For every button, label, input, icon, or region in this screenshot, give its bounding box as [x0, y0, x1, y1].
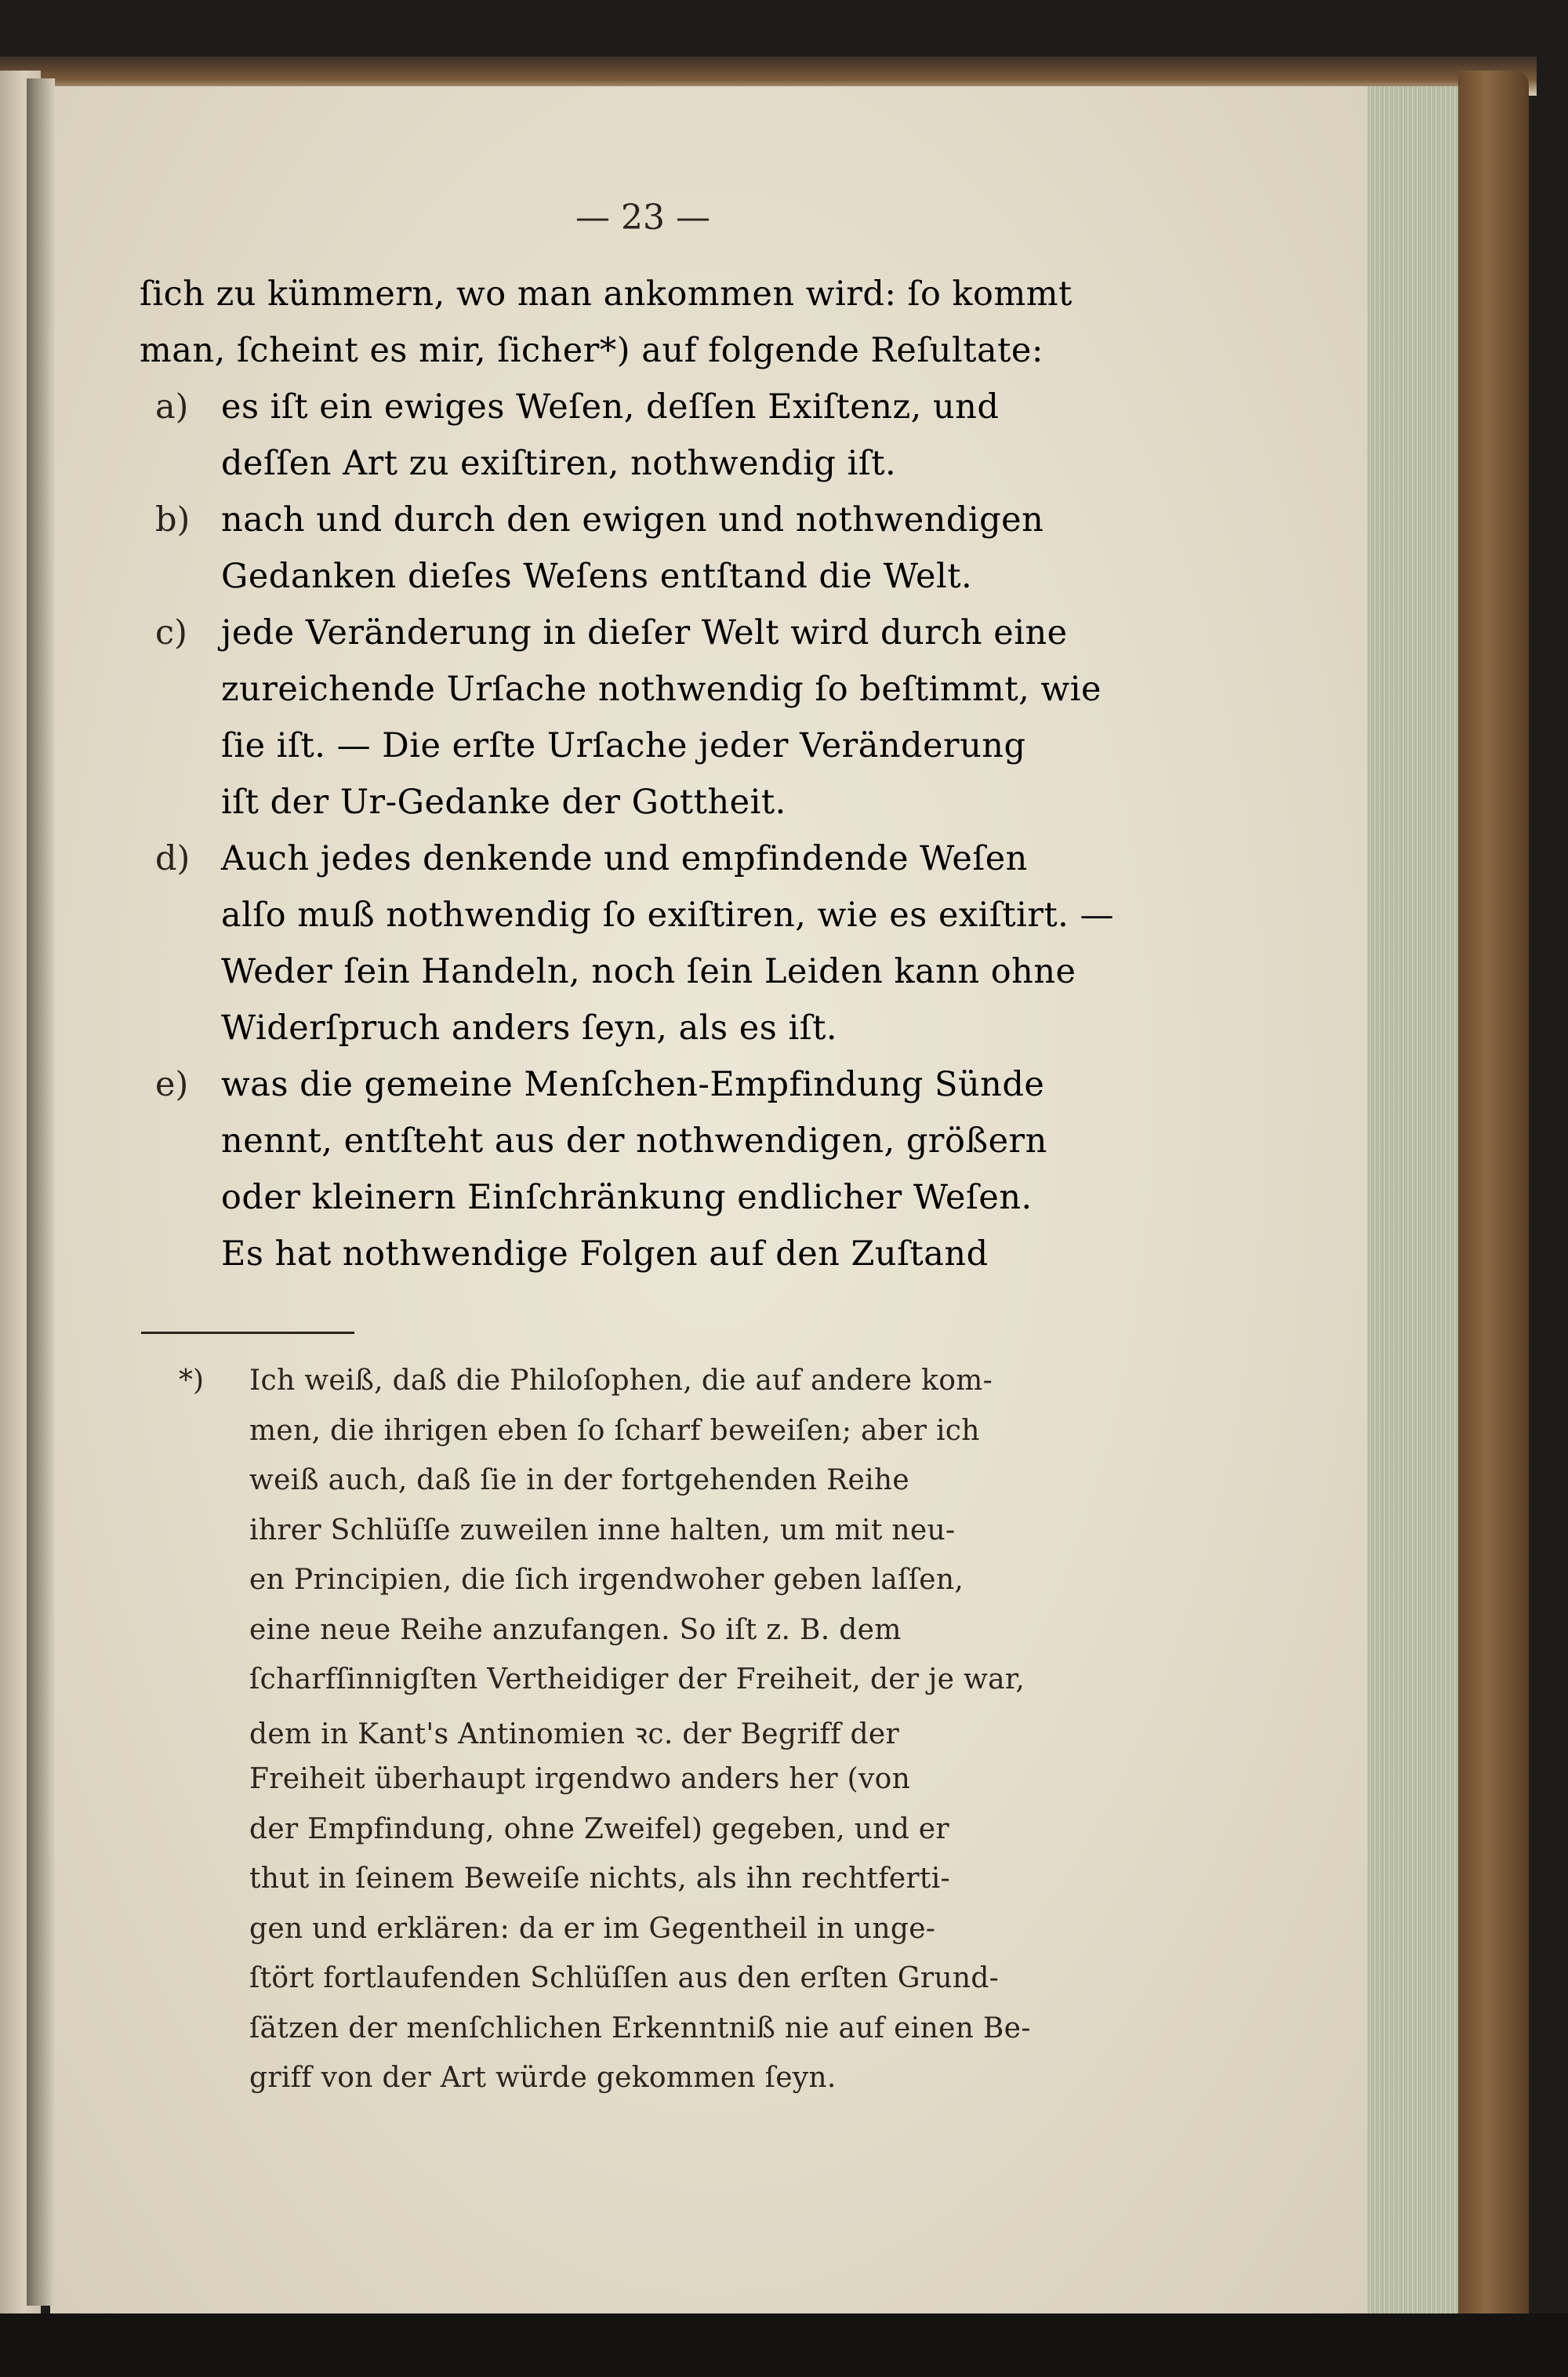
footnote-line: Ich weiß, daß die Philoſophen, die auf andere kom- — [249, 1365, 993, 1397]
list-item-label: c) — [155, 613, 187, 652]
list-item-label: e) — [155, 1065, 189, 1104]
list-item-line: Es hat nothwendige Folgen auf den Zuſtand — [221, 1234, 989, 1274]
background-shadow — [0, 2313, 1568, 2377]
footnote-line: eine neue Reihe anzufangen. So iſt z. B. dem — [249, 1613, 902, 1646]
list-item-line: nach und durch den ewigen und nothwendigen — [221, 500, 1044, 540]
list-item-line: zureichende Urſache nothwendig ſo beſtimmt, wie — [221, 670, 1102, 709]
footnote-mark: *) — [179, 1365, 205, 1397]
footnote-rule — [141, 1332, 354, 1334]
list-item-label: b) — [155, 500, 191, 540]
list-item-label: d) — [155, 839, 191, 878]
footnote-line: en Principien, die ſich irgendwoher geben laſſen, — [249, 1564, 964, 1596]
list-item-line: Weder ſein Handeln, noch ſein Leiden kann ohne — [221, 952, 1076, 991]
list-item-line: jede Veränderung in dieſer Welt wird durch eine — [221, 613, 1068, 652]
list-item-line: Widerſpruch anders ſeyn, als es iſt. — [221, 1009, 838, 1048]
list-item-line: nennt, entſteht aus der nothwendigen, größern — [221, 1121, 1047, 1161]
list-item-line: ſie iſt. — Die erſte Urſache jeder Veränderung — [221, 726, 1026, 765]
footnote-line: gen und erklären: da er im Gegentheil in unge- — [249, 1912, 936, 1945]
list-item-line: Auch jedes denkende und empfindende Weſen — [221, 839, 1028, 878]
book-gutter — [27, 78, 55, 2306]
page-edges — [1367, 86, 1466, 2313]
footnote-line: men, die ihrigen eben ſo ſcharf beweiſen; aber ich — [249, 1414, 980, 1447]
list-item-label: a) — [155, 387, 189, 427]
footnote-line: ſcharfſinnigſten Vertheidiger der Freiheit, der je war, — [249, 1663, 1025, 1696]
text-line: man, ſcheint es mir, ſicher*) auf folgende Reſultate: — [140, 331, 1044, 370]
footnote-line: weiß auch, daß ſie in der fortgehenden Reihe — [249, 1464, 910, 1496]
footnote-line: der Empfindung, ohne Zweifel) gegeben, und er — [249, 1812, 949, 1845]
list-item-line: iſt der Ur-Gedanke der Gottheit. — [221, 783, 786, 822]
page-number: — 23 — — [575, 198, 710, 238]
footnote-line: Freiheit überhaupt irgendwo anders her (von — [249, 1763, 911, 1795]
list-item-line: alſo muß nothwendig ſo exiſtiren, wie es exiſtirt. — — [221, 896, 1115, 935]
book-cover-edge — [1458, 71, 1529, 2329]
footnote-line: ſtört fortlaufenden Schlüſſen aus den erſten Grund- — [249, 1962, 1000, 1994]
footnote-line: ihrer Schlüſſe zuweilen inne halten, um mit neu- — [249, 1514, 956, 1547]
footnote-line: ſätzen der menſchlichen Erkenntniß nie auf einen Be- — [249, 2012, 1031, 2044]
footnote-line: dem in Kant's Antinomien ꝛc. der Begriff der — [249, 1717, 899, 1750]
list-item-line: was die gemeine Menſchen-Empfindung Sünde — [221, 1065, 1045, 1104]
footnote-line: griff von der Art würde gekommen ſeyn. — [249, 2062, 837, 2094]
list-item-line: Gedanken dieſes Weſens entſtand die Welt. — [221, 557, 973, 596]
list-item-line: deſſen Art zu exiſtiren, nothwendig iſt. — [221, 444, 897, 483]
text-line: ſich zu kümmern, wo man ankommen wird: ſo kommt — [140, 274, 1073, 314]
list-item-line: es iſt ein ewiges Weſen, deſſen Exiſtenz, und — [221, 387, 1000, 427]
list-item-line: oder kleinern Einſchränkung endlicher Weſen. — [221, 1178, 1033, 1217]
footnote-line: thut in ſeinem Beweiſe nichts, als ihn rechtferti- — [249, 1863, 950, 1895]
